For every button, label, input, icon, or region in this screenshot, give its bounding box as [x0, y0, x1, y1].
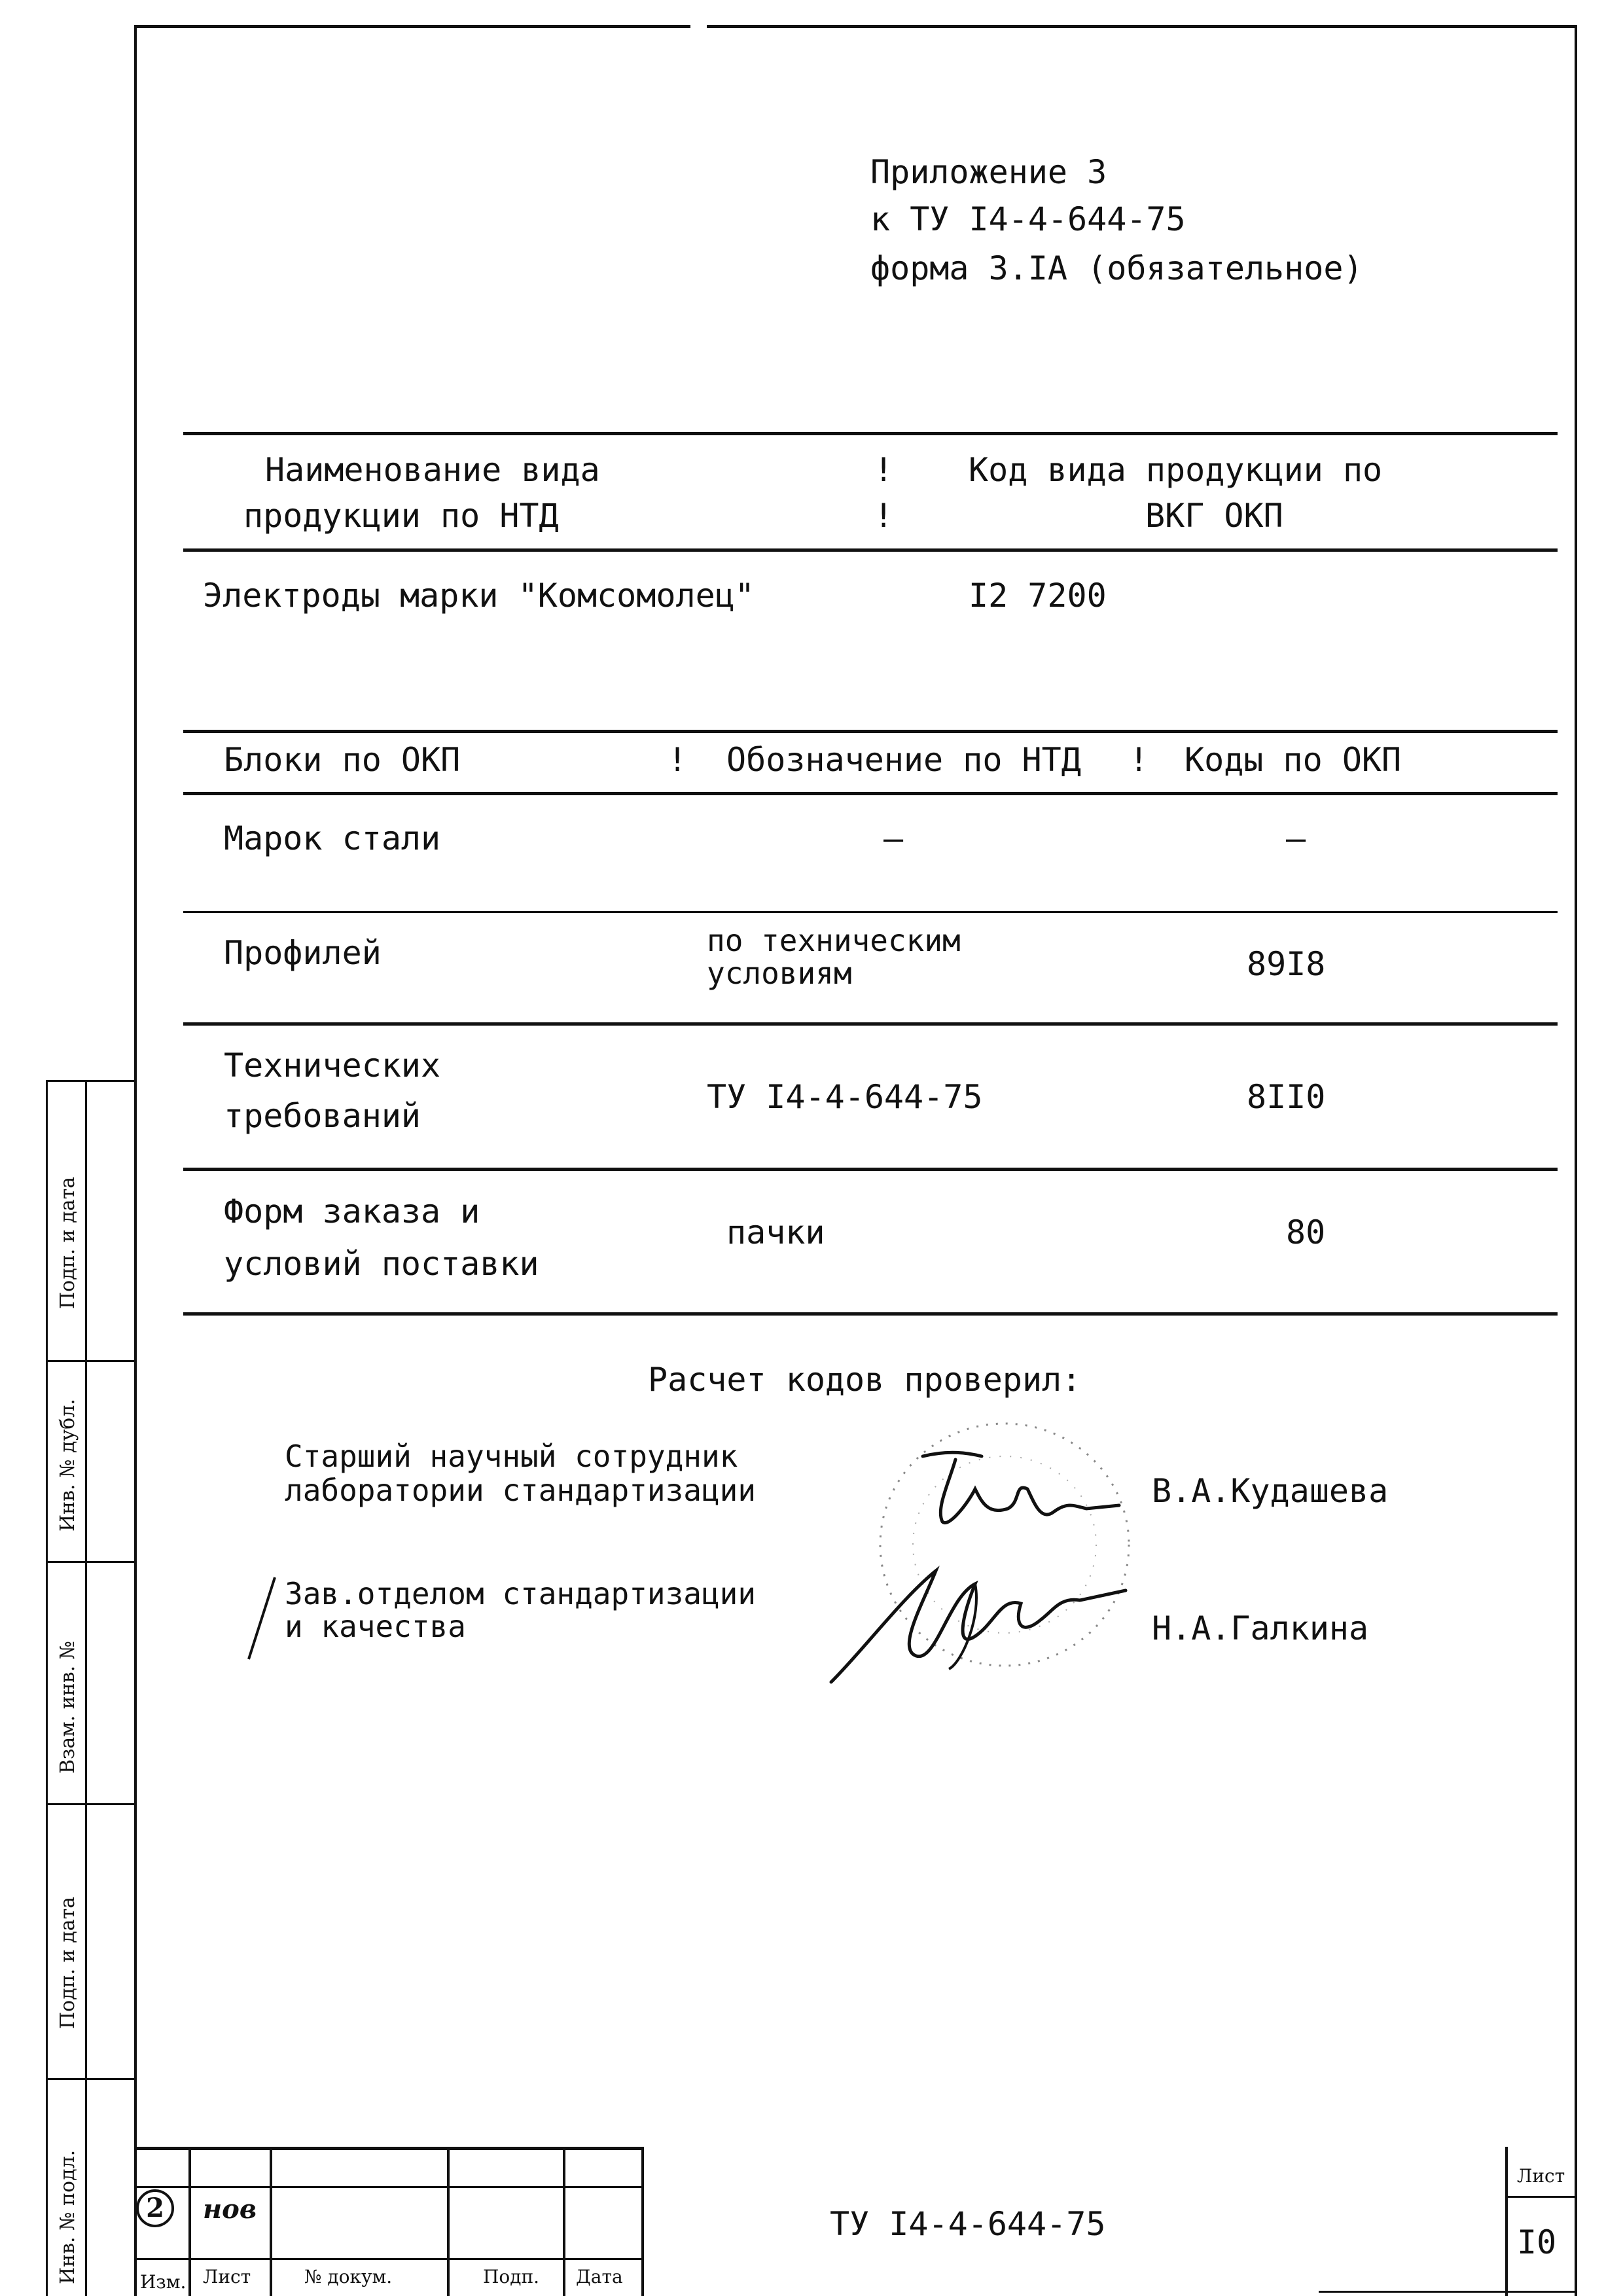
blocks-table-header-bottom	[183, 792, 1558, 795]
slash-mark	[242, 1574, 281, 1666]
blocks-row-4-block-2: условий поставки	[224, 1245, 539, 1283]
product-name-header-1: Наименование вида	[265, 451, 600, 489]
blocks-row-4-designation: пачки	[726, 1213, 825, 1251]
blocks-row-1-code: –	[1286, 819, 1306, 857]
blocks-row-2-code: 89I8	[1247, 945, 1326, 983]
title-block-row-line	[134, 2186, 643, 2188]
blocks-header-sep-1: !	[668, 741, 688, 779]
side-label-inv-dubl: Инв. № дубл.	[56, 1399, 79, 1532]
person2-position-1: Зав.отделом стандартизации	[285, 1576, 757, 1611]
title-block-bottom-right	[1319, 2291, 1577, 2293]
sheet-label: Лист	[1517, 2165, 1565, 2187]
product-sep-1: !	[874, 451, 894, 489]
blocks-row-2-bottom	[183, 1022, 1558, 1026]
blocks-row-3-block-2: требований	[224, 1097, 421, 1135]
frame-top-right	[707, 25, 1577, 28]
title-block-col-3	[447, 2147, 450, 2296]
product-table-header-bottom	[183, 548, 1558, 552]
title-block-col-2	[270, 2147, 272, 2296]
tb-col-izm: Изм.	[140, 2271, 187, 2293]
frame-right	[1575, 25, 1577, 2296]
signature-2	[825, 1558, 1132, 1689]
side-strip-sep-4	[46, 1803, 134, 1805]
blocks-row-4-block-1: Форм заказа и	[224, 1193, 480, 1230]
signature-1	[910, 1443, 1132, 1541]
blocks-row-1-bottom	[183, 911, 1558, 913]
revision-mark	[136, 2189, 182, 2229]
blocks-row-1-block: Марок стали	[224, 819, 441, 857]
appendix-form: форма 3.IA (обязательное)	[870, 249, 1363, 287]
sheet-box-divider	[1505, 2196, 1577, 2198]
title-block-document: ТУ I4-4-644-75	[830, 2205, 1106, 2243]
blocks-header-designation: Обозначение по НТД	[726, 741, 1081, 779]
blocks-row-1-designation: –	[883, 819, 904, 857]
tb-col-data: Дата	[576, 2266, 623, 2287]
tb-col-podp: Подп.	[483, 2266, 540, 2287]
side-strip-sep-1	[46, 1080, 134, 1082]
side-strip-sep-3	[46, 1561, 134, 1563]
product-name: Электроды марки "Комсомолец"	[203, 577, 755, 615]
side-label-podp-data-1: Подп. и дата	[56, 1896, 79, 2029]
tb-col-doc: № докум.	[304, 2266, 393, 2287]
blocks-row-2-designation-1: по техническим	[707, 923, 961, 958]
blocks-header-block: Блоки по ОКП	[224, 741, 461, 779]
blocks-table-top	[183, 730, 1558, 733]
tb-col-list: Лист	[203, 2266, 251, 2287]
product-code: I2 7200	[969, 577, 1107, 615]
frame-left	[134, 25, 137, 2296]
blocks-row-4-code: 80	[1286, 1213, 1326, 1251]
person2-name: Н.А.Галкина	[1152, 1609, 1369, 1647]
side-strip-sep-2	[46, 1360, 134, 1362]
blocks-row-3-bottom	[183, 1168, 1558, 1171]
verification-title: Расчет кодов проверил:	[648, 1361, 1082, 1399]
title-block-col-4	[563, 2147, 565, 2296]
title-block-col-5	[641, 2147, 644, 2296]
product-code-header-2: ВКГ ОКП	[1145, 497, 1283, 535]
person1-position-2: лаборатории стандартизации	[285, 1473, 757, 1508]
appendix-ref: к ТУ I4-4-644-75	[870, 200, 1186, 238]
blocks-row-3-designation: ТУ I4-4-644-75	[707, 1078, 983, 1116]
blocks-table-bottom	[183, 1312, 1558, 1316]
person1-position-1: Старший научный сотрудник	[285, 1439, 738, 1474]
side-strip-sep-5	[46, 2078, 134, 2080]
product-code-header-1: Код вида продукции по	[969, 451, 1383, 489]
blocks-row-3-code: 8II0	[1247, 1078, 1326, 1116]
blocks-header-code: Коды по ОКП	[1185, 741, 1402, 779]
side-strip-left	[46, 1080, 48, 2296]
blocks-row-3-block-1: Технических	[224, 1047, 441, 1085]
product-name-header-2: продукции по НТД	[243, 497, 559, 535]
product-sep-2: !	[874, 497, 894, 535]
appendix-title: Приложение 3	[870, 153, 1107, 191]
side-label-inv-podl: Инв. № подл.	[56, 2149, 79, 2284]
sheet-number: I0	[1517, 2223, 1557, 2261]
frame-top-left	[134, 25, 690, 28]
person2-position-2: и качества	[285, 1609, 466, 1644]
blocks-row-2-block: Профилей	[224, 934, 382, 972]
revision-mark-text: 2	[136, 2189, 174, 2227]
side-strip-inner	[85, 1080, 87, 2296]
revision-note: нов	[203, 2194, 257, 2225]
sheet-box-left	[1505, 2147, 1508, 2296]
product-table-top	[183, 432, 1558, 435]
title-block-col-1	[188, 2147, 191, 2296]
blocks-row-2-designation-2: условиям	[707, 956, 852, 991]
title-block-top	[134, 2147, 643, 2150]
person1-name: В.А.Кудашева	[1152, 1472, 1389, 1510]
blocks-header-sep-2: !	[1129, 741, 1149, 779]
side-label-podp-data-2: Подп. и дата	[56, 1176, 79, 1309]
title-block-caption-line	[134, 2258, 643, 2260]
side-label-vzam-inv: Взам. инв. №	[56, 1640, 79, 1774]
